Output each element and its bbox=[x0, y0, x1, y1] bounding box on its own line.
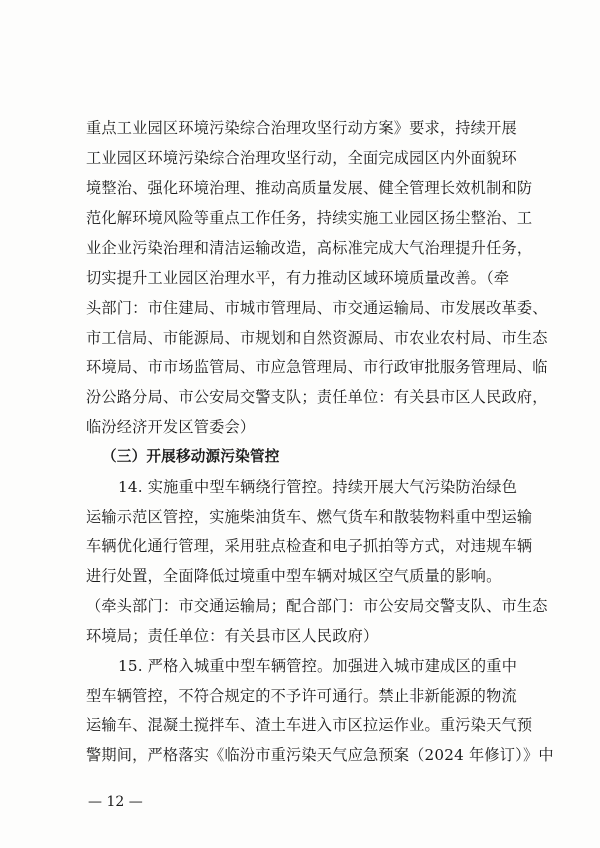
text-line: 汾公路分局、市公安局交警支队；责任单位：有关县市区人民政府， bbox=[86, 388, 548, 406]
text-line: （牵头部门：市交通运输局；配合部门：市公安局交警支队、市生态 bbox=[86, 597, 548, 615]
text-line: 切实提升工业园区治理水平，有力推动区域环境质量改善。（牵 bbox=[86, 269, 510, 287]
text-line: 环境局；责任单位：有关县市区人民政府） bbox=[86, 627, 379, 645]
text-line: 环境局、市市场监管局、市应急管理局、市行政审批服务管理局、临 bbox=[86, 358, 548, 376]
text-line: 运输示范区管控，实施柴油货车、燃气货车和散装物料重中型运输 bbox=[86, 508, 533, 526]
text-line: 警期间，严格落实《临汾市重污染天气应急预案（2024 年修订）》中 bbox=[86, 746, 554, 764]
text-line: 范化解环境风险等重点工作任务，持续实施工业园区扬尘整治、工 bbox=[86, 209, 533, 227]
text-line: 型车辆管控，不符合规定的不予许可通行。禁止非新能源的物流 bbox=[86, 687, 517, 705]
page-number: — 12 — bbox=[88, 794, 143, 810]
text-line: 车辆优化通行管理，采用驻点检查和电子抓拍等方式，对违规车辆 bbox=[86, 537, 533, 555]
text-line: 进行处置，全面降低过境重中型车辆对城区空气质量的影响。 bbox=[86, 567, 502, 585]
section-heading: （三）开展移动源污染管控 bbox=[102, 448, 280, 465]
text-line: 运输车、混凝土搅拌车、渣土车进入市区拉运作业。重污染天气预 bbox=[86, 716, 533, 734]
text-line: 临汾经济开发区管委会） bbox=[86, 418, 256, 436]
paragraph-start: 14. 实施重中型车辆绕行管控。持续开展大气污染防治绿色 bbox=[118, 478, 518, 496]
text-line: 业企业污染治理和清洁运输改造，高标准完成大气治理提升任务， bbox=[86, 239, 533, 257]
text-line: 头部门：市住建局、市城市管理局、市交通运输局、市发展改革委、 bbox=[86, 299, 548, 317]
paragraph-start: 15. 严格入城重中型车辆管控。加强进入城市建成区的重中 bbox=[118, 657, 518, 675]
text-line: 重点工业园区环境污染综合治理攻坚行动方案》要求，持续开展 bbox=[86, 119, 517, 137]
text-line: 市工信局、市能源局、市规划和自然资源局、市农业农村局、市生态 bbox=[86, 329, 548, 347]
text-line: 境整治、强化环境治理、推动高质量发展、健全管理长效机制和防 bbox=[86, 179, 533, 197]
text-line: 工业园区环境污染综合治理攻坚行动，全面完成园区内外面貌环 bbox=[86, 149, 517, 167]
